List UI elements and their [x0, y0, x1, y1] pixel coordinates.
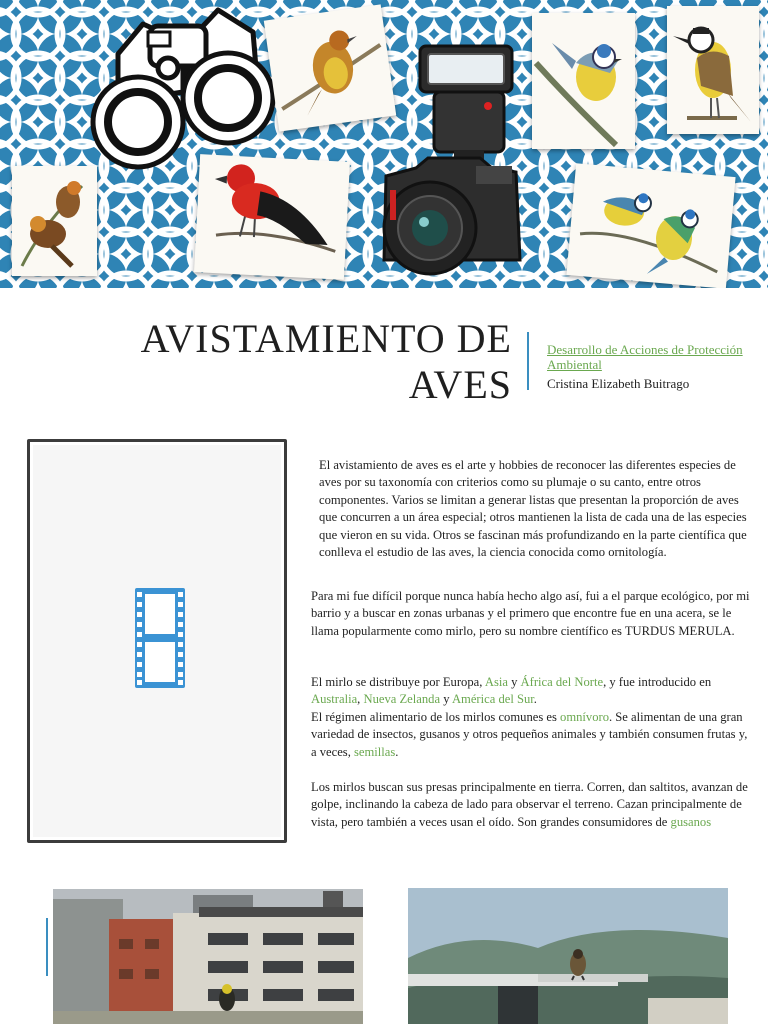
link-gusanos[interactable]: gusanos [670, 814, 712, 829]
bird-illustration-blue-tit [532, 13, 635, 149]
header-banner [0, 0, 768, 288]
bird-illustration-warbler [264, 4, 396, 131]
page-title [100, 316, 512, 408]
text-segment: El régimen alimentario de los mirlos comunes es [311, 709, 561, 724]
text-segment: , y fue introducido en [603, 675, 712, 689]
text-segment: . Se alimentan de una gran variedad de insectos, gusanos y otros pequeños animales y también consumen frutas y, a veces, [311, 709, 748, 759]
link-australia[interactable]: Australia [311, 692, 358, 707]
binoculars-icon [88, 2, 280, 178]
link-africa-del-norte[interactable]: África del Norte [520, 675, 604, 689]
link-nueva-zelanda[interactable]: Nueva Zelanda [363, 692, 441, 707]
photo-blackbird-building [53, 889, 363, 1024]
text-segment: , [357, 692, 364, 707]
camera-icon [376, 40, 526, 276]
title-line-2: AVES [408, 362, 512, 407]
link-omnivoro[interactable]: omnívoro [560, 709, 609, 724]
link-asia[interactable]: Asia [484, 675, 508, 689]
video-embed[interactable] [27, 439, 287, 843]
intro-paragraph: El avistamiento de aves es el arte y hobbies de reconocer las diferentes especies de aves por su taxonomía con criterios como su plumaje o su canto, entre otros componentes. Varios se limitan a generar listas que presentan la proporción de aves que concurren a un área especial; otros mantienen la lista de cada una de las especies que vieron en su vida. Otros se fascinan más profundizando en la parte científica que conlleva el estudio de las aves, la ciencia conocida como ornitología. [319, 458, 747, 560]
bird-illustration-blue-tits [566, 163, 735, 288]
title-line-1: AVISTAMIENTO DE [140, 316, 512, 361]
distribution-paragraph [311, 674, 751, 761]
photo-bird-on-roof [408, 888, 728, 1024]
text-segment: y [507, 675, 521, 689]
course-link[interactable]: Desarrollo de Acciones de Protección Ambiental [547, 342, 743, 372]
author-name: Cristina Elizabeth Buitrago [547, 376, 690, 391]
bird-illustration-red-bird [194, 154, 350, 280]
link-america-del-sur[interactable]: América del Sur [451, 692, 534, 707]
link-semillas[interactable]: semillas [354, 744, 396, 759]
text-segment: Los mirlos buscan sus presas principalmente en tierra. Corren, dan saltitos, avanzan de golpe, inclinando la cabeza de lado para observar el terreno. Cazan principalmente de vista, pero también a veces usan el oído. Son grandes consumidores de [311, 780, 748, 829]
first-sighting-paragraph: Para mi fue difícil porque nunca había hecho algo así, fui a el parque ecológico, por mi barrio y a buscar en zonas urbanas y el primero que encontre fue en una acera, se le llama popularmente como mirlo, pero su nombre científico es TURDUS MERULA. [311, 589, 750, 638]
title-divider [527, 332, 529, 390]
text-segment: . [395, 744, 399, 759]
text-segment: El mirlo se distribuye por Europa, [311, 675, 485, 689]
bird-illustration-orange-birds [12, 166, 97, 276]
hunting-paragraph [311, 779, 751, 831]
text-segment: y [440, 692, 452, 707]
text-segment: . [533, 692, 537, 707]
film-strip-icon[interactable] [133, 586, 187, 690]
photo-side-mark [46, 918, 48, 976]
bird-illustration-kiskadee [667, 6, 759, 134]
